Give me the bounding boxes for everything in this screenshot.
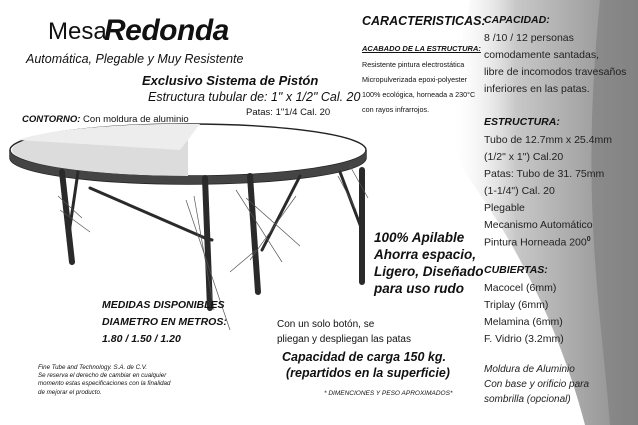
capacidad-line: comodamente santadas, (484, 49, 599, 61)
piston-headline: Exclusivo Sistema de Pistón (142, 73, 319, 88)
structure-spec: Estructura tubular de: 1" x 1/2" Cal. 20 (148, 90, 361, 104)
moldura-line: Con base y orificio para (484, 379, 590, 390)
estructura-line: (1-1/4") Cal. 20 (484, 185, 555, 197)
capacidad-heading: CAPACIDAD: (484, 14, 550, 26)
capacidad-line: libre de incomodos travesaños (484, 66, 627, 78)
boton-line: pliegan y despliegan las patas (277, 334, 411, 345)
boton-line: Con un solo botón, se (277, 319, 375, 330)
contorno-text: Con moldura de aluminio (83, 114, 189, 125)
pintura-text: Pintura Horneada 200 (484, 236, 587, 249)
acabado-line: Resistente pintura electrostática (362, 60, 465, 69)
carga-block (282, 349, 450, 381)
estructura-line: Tubo de 12.7mm x 25.4mm (484, 134, 612, 146)
boton-block (277, 317, 411, 347)
medidas-line: 1.80 / 1.50 / 1.20 (102, 333, 181, 345)
cubiertas-line: Macocel (6mm) (484, 282, 557, 294)
capacidad-line: inferiores en las patas. (484, 83, 590, 95)
acabado-heading: ACABADO DE LA ESTRUCTURA: (362, 44, 481, 53)
fine-print-line: Fine Tube and Technology. S.A. de C.V. (38, 364, 148, 371)
apilable-line: Ligero, Diseñado (374, 264, 484, 279)
apilable-line: Ahorra espacio, (374, 247, 477, 262)
acabado-line: Micropulverizada epoxi-polyester (362, 75, 468, 84)
fine-print-line: de mejorar el producto. (38, 388, 102, 396)
moldura-block (484, 362, 589, 407)
degree-superscript: 0 (586, 236, 591, 243)
fine-print (38, 364, 170, 397)
estructura-line: Mecanismo Automático (484, 219, 593, 231)
apilable-block (374, 229, 484, 297)
carga-line: (repartidos en la superficie) (286, 366, 450, 380)
fine-print-line: Se reserva el derecho de cambiar en cualquier (38, 372, 167, 380)
legs-spec: Patas: 1"1/4 Cal. 20 (246, 107, 331, 118)
moldura-line: Moldura de Aluminio (484, 364, 575, 375)
caracteristicas-heading: CARACTERISTICAS: (362, 14, 486, 28)
cubiertas-line: Triplay (6mm) (484, 299, 549, 311)
estructura-line-pintura (484, 236, 591, 249)
table-legs (62, 170, 362, 308)
capacidad-line: 8 /10 / 12 personas (484, 32, 574, 44)
title-light: Mesa (48, 18, 107, 45)
acabado-line: 100% ecológica, horneada a 230°C (362, 90, 476, 99)
carga-line: Capacidad de carga 150 kg. (282, 350, 446, 364)
estructura-line: Plegable (484, 202, 525, 214)
medidas-line: MEDIDAS DISPONIBLES (102, 299, 225, 311)
apilable-line: para uso rudo (374, 281, 465, 296)
apilable-line: 100% Apilable (374, 230, 465, 245)
medidas-line: DIAMETRO EN METROS: (102, 316, 227, 328)
estructura-line: Patas: Tubo de 31. 75mm (484, 168, 605, 180)
dimensiones-note: * DIMENCIONES Y PESO APROXIMADOS* (324, 390, 453, 397)
estructura-heading: ESTRUCTURA: (484, 116, 560, 128)
cubiertas-heading: CUBIERTAS: (484, 264, 548, 276)
title-bold: Redonda (104, 14, 229, 47)
estructura-line: (1/2" x 1") Cal.20 (484, 151, 564, 163)
contorno-note (22, 114, 189, 125)
medidas-block (102, 297, 227, 348)
subtitle: Automática, Plegable y Muy Resistente (26, 52, 244, 66)
fine-print-line: momento estas especificaciones con la finalidad (38, 380, 171, 388)
acabado-line: con rayos infrarrojos. (362, 105, 430, 114)
cubiertas-line: Melamina (6mm) (484, 316, 563, 328)
contorno-label: CONTORNO: (22, 114, 81, 125)
cubiertas-line: F. Vidrio (3.2mm) (484, 333, 564, 345)
moldura-line: sombrilla (opcional) (484, 394, 571, 405)
